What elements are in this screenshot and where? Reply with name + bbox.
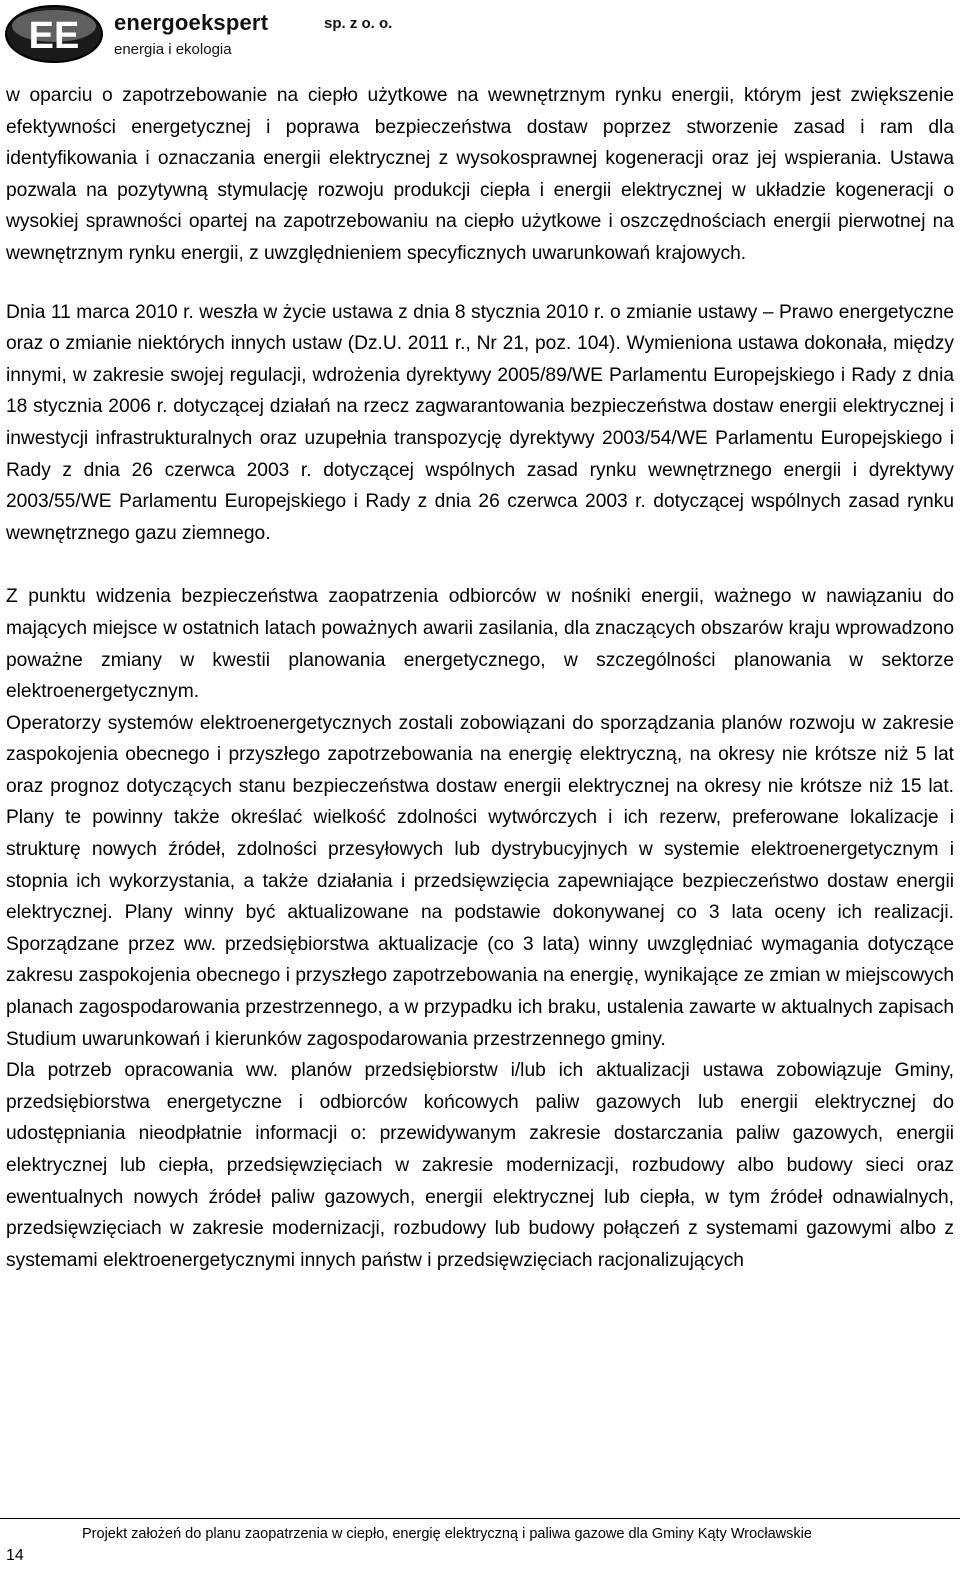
- footer-divider: [0, 1518, 960, 1519]
- footer-title: Projekt założeń do planu zaopatrzenia w ciepło, energię elektryczną i paliwa gazowe dla Gminy Kąty Wrocławskie: [82, 1526, 812, 1542]
- paragraph: Dnia 11 marca 2010 r. weszła w życie ustawa z dnia 8 stycznia 2010 r. o zmianie ustawy – Prawo energetyczne oraz o zmianie niektórych innych ustaw (Dz.U. 2011 r., Nr 21, poz. 104). Wymieniona ustawa dokonała, między innymi, w zakresie swojej regulacji, wdrożenia dyrektywy 2005/89/WE Parlamentu Europejskiego i Rady z dnia 18 stycznia 2006 r. dotyczącej działań na rzecz zagwarantowania bezpieczeństwa dostaw energii elektrycznej i inwestycji infrastrukturalnych oraz uzupełnia transpozycję dyrektywy 2003/54/WE Parlamentu Europejskiego i Rady z dnia 26 czerwca 2003 r. dotyczącej wspólnych zasad rynku wewnętrznego energii i dyrektywy 2003/55/WE Parlamentu Europejskiego i Rady z dnia 26 czerwca 2003 r. dotyczącej wspólnych zasad rynku wewnętrznego gazu ziemnego.: [6, 301, 954, 544]
- document-body: [6, 80, 954, 1276]
- brand-name: energoekspert: [114, 10, 269, 35]
- document-header: [4, 4, 424, 66]
- paragraph: Z punktu widzenia bezpieczeństwa zaopatrzenia odbiorców w nośniki energii, ważnego w nawiązaniu do mających miejsce w ostatnich latach poważnych awarii zasilania, dla znaczących obszarów kraju wprowadzono poważne zmiany w kwestii planowania energetycznego, w szczególności planowania w sektorze elektroenergetycznym.: [6, 586, 954, 703]
- paragraph: w oparciu o zapotrzebowanie na ciepło użytkowe na wewnętrznym rynku energii, którym jest zwiększenie efektywności energetycznej i poprawa bezpieczeństwa dostaw poprzez stworzenie zasad i ram dla identyfikowania i oznaczania energii elektrycznej z wysokosprawnej kogeneracji oraz jej wspierania. Ustawa pozwala na pozytywną stymulację rozwoju produkcji ciepła i energii elektrycznej w układzie kogeneracji o wysokiej sprawności opartej na zapotrzebowaniu na ciepło użytkowe i oszczędnościach energii pierwotnej na wewnętrznym rynku energii, z uwzględnieniem specyficznych uwarunkowań krajowych.: [6, 85, 954, 264]
- paragraph: Dla potrzeb opracowania ww. planów przedsiębiorstw i/lub ich aktualizacji ustawa zobowiązuje Gminy, przedsiębiorstwa energetyczne i odbiorców końcowych paliw gazowych lub energii elektrycznej do udostępniania nieodpłatnie informacji o: przewidywanym zakresie dostarczania paliw gazowych, energii elektrycznej lub ciepła, przedsięwzięciach w zakresie modernizacji, rozbudowy albo budowy sieci oraz ewentualnych nowych źródeł paliw gazowych, energii elektrycznej lub ciepła, w tym źródeł odnawialnych, przedsięwzięciach w zakresie modernizacji, rozbudowy lub budowy połączeń z systemami gazowymi albo z systemami elektroenergetycznymi innych państw i przedsięwzięciach racjonalizujących: [6, 1060, 954, 1271]
- brand-tagline: energia i ekologia: [114, 41, 232, 58]
- paragraph: Operatorzy systemów elektroenergetycznych zostali zobowiązani do sporządzania planów rozwoju w zakresie zaspokojenia obecnego i przyszłego zapotrzebowania na energię elektryczną, na okresy nie krótsze niż 5 lat oraz prognoz dotyczących stanu bezpieczeństwa dostaw energii elektrycznej na okresy nie krótsze niż 15 lat. Plany te powinny także określać wielkość zdolności wytwórczych i ich rezerw, preferowane lokalizacje i strukturę nowych źródeł, zdolności przesyłowych lub dystrybucyjnych w systemie elektroenergetycznym i stopnia ich wykorzystania, a także działania i przedsięwzięcia zapewniające bezpieczeństwo dostaw energii elektrycznej. Plany winny być aktualizowane na podstawie dokonywanej co 3 lata oceny ich realizacji. Sporządzane przez ww. przedsiębiorstwa aktualizacje (co 3 lata) winny uwzględniać wymagania dotyczące zakresu zaspokojenia obecnego i przyszłego zapotrzebowania na energię, wynikające ze zmian w miejscowych planach zagospodarowania przestrzennego, a w przypadku ich braku, ustalenia zawarte w aktualnych zapisach Studium uwarunkowań i kierunków zagospodarowania przestrzennego gminy.: [6, 712, 954, 1050]
- page-number: 14: [6, 1547, 24, 1564]
- energoekspert-logo: [4, 4, 104, 64]
- brand-suffix: sp. z o. o.: [324, 15, 393, 32]
- svg-text:EE: EE: [28, 15, 80, 57]
